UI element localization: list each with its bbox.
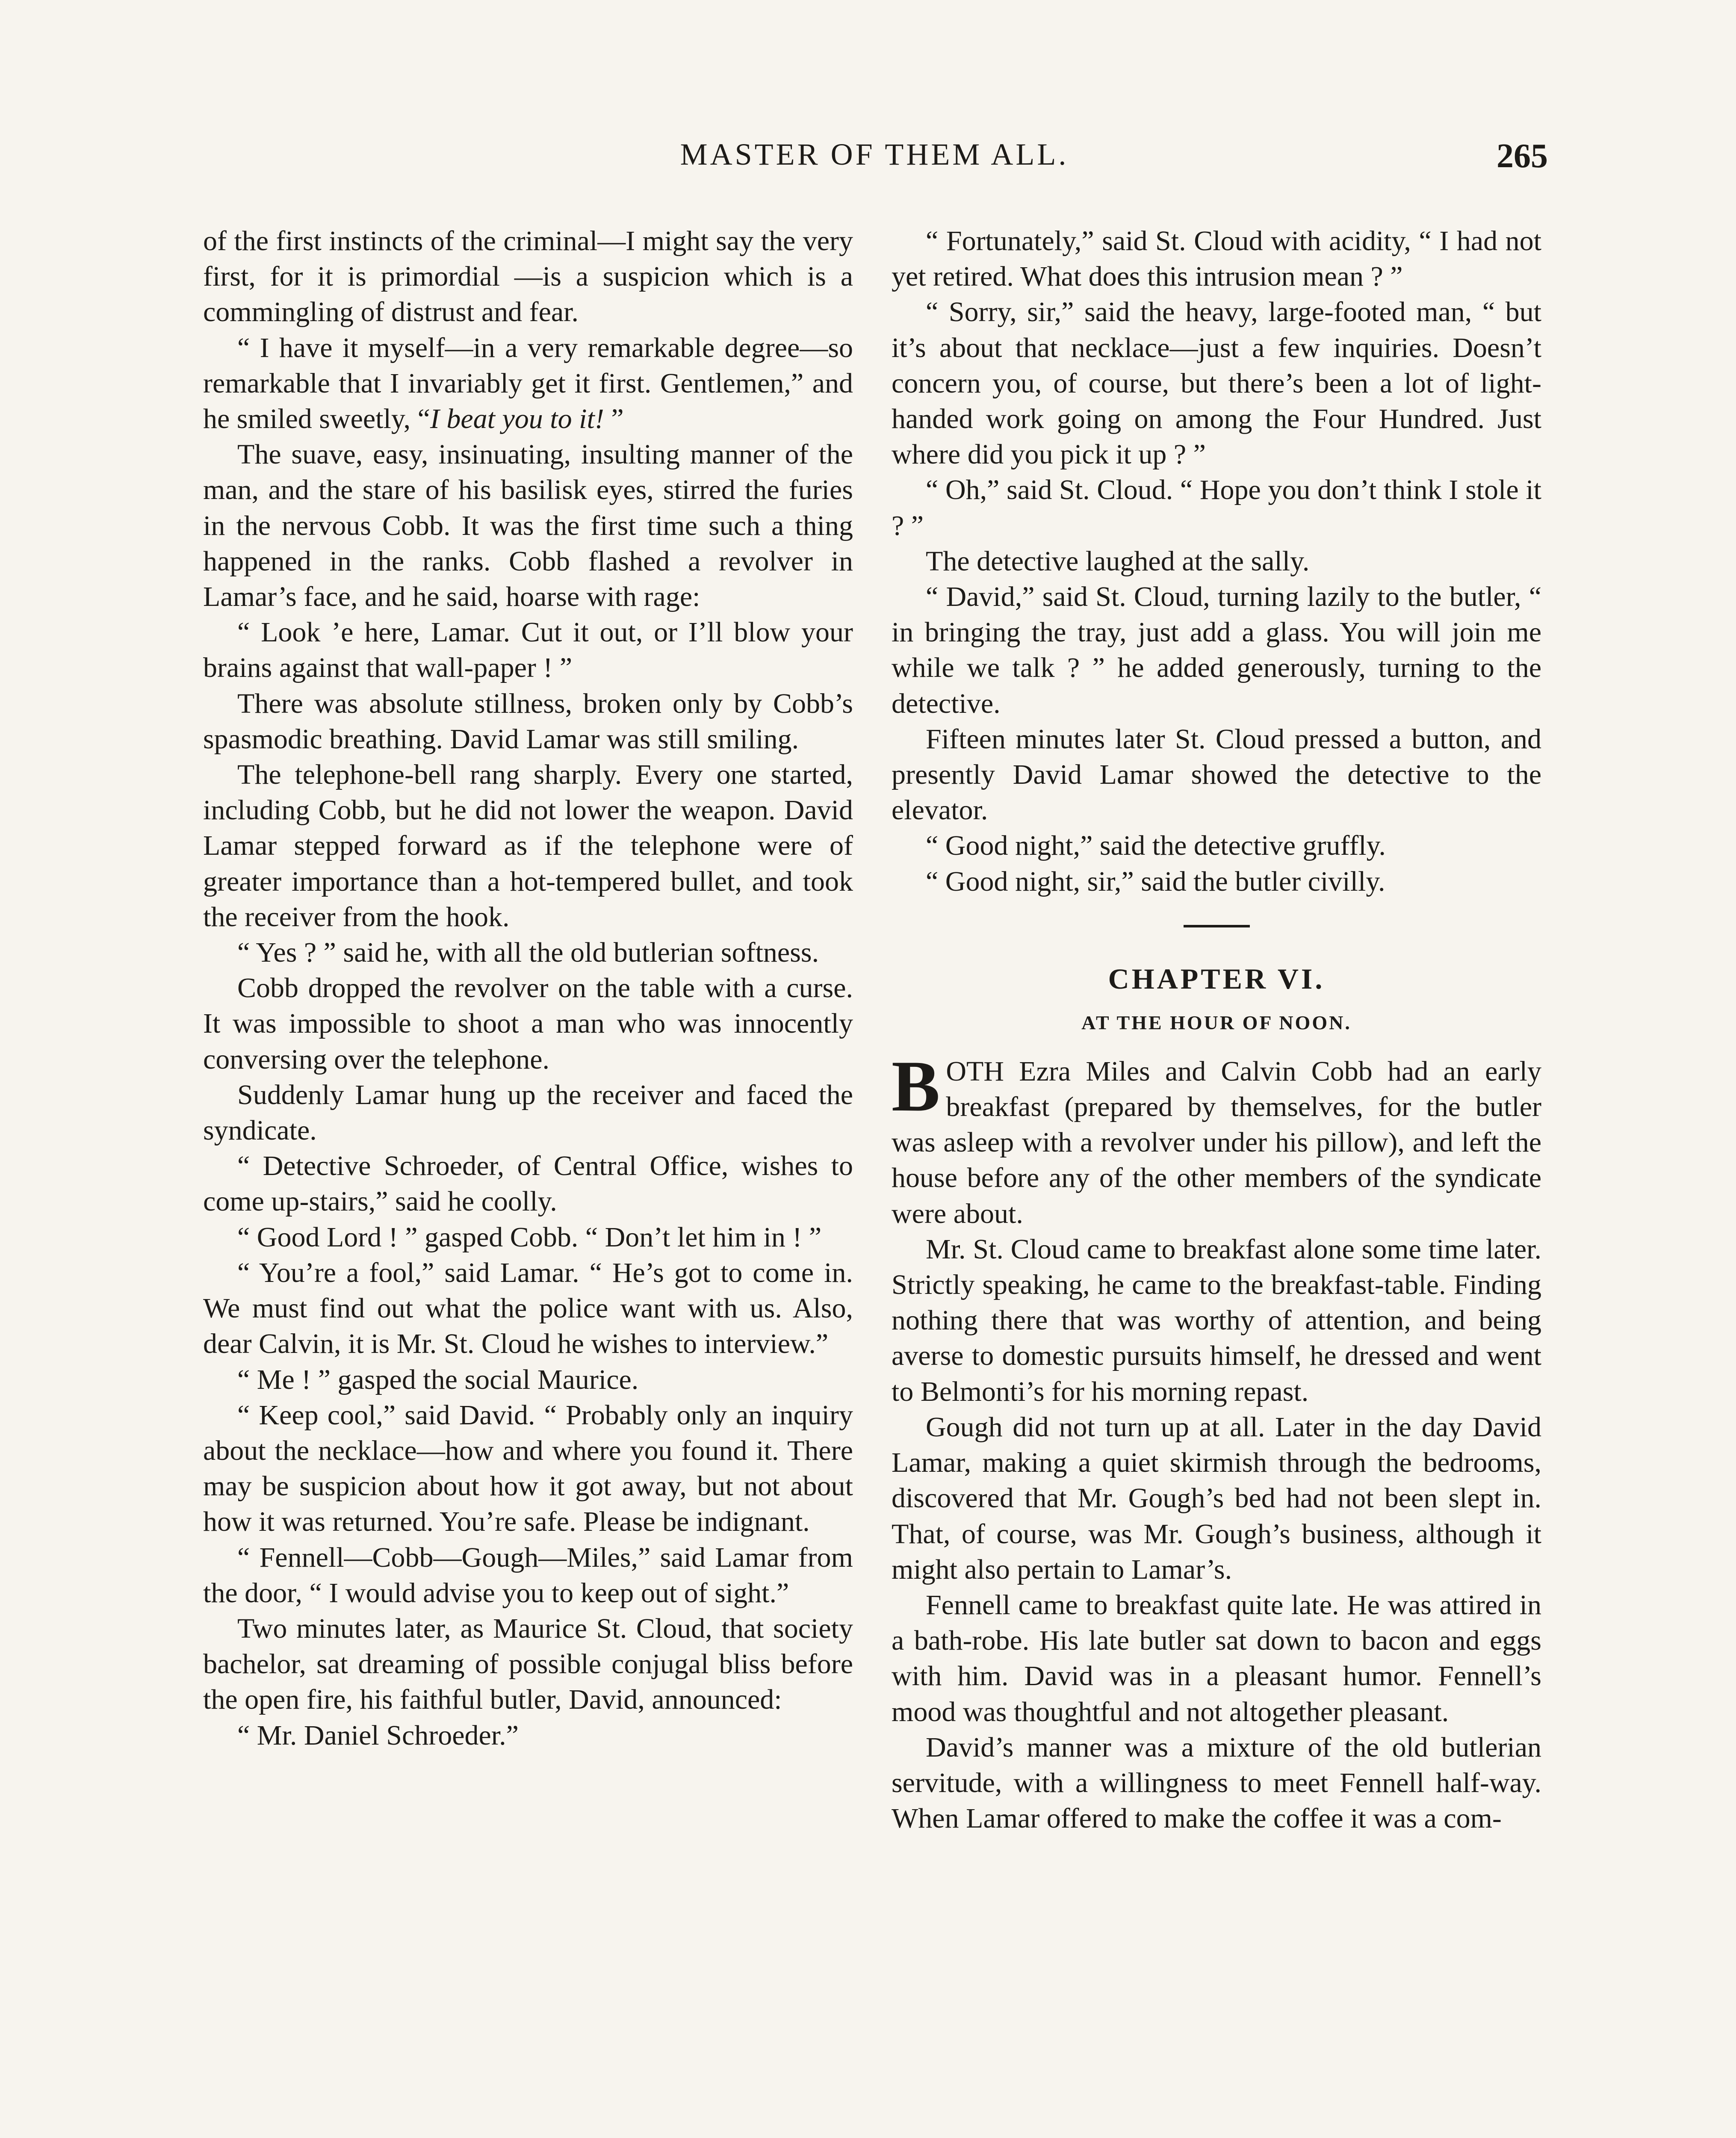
paragraph: The telephone-bell rang sharply. Every one started, including Cobb, but he did not lower the weapon. David Lamar stepped forward as if the telephone were of greater importance than a hot-tempered bullet, and took the receiver from the hook. xyxy=(203,759,853,933)
paragraph: “ Yes ? ” said he, with all the old butlerian softness. xyxy=(237,937,819,969)
paragraph-text: “ I have it myself—in a very remarkable degree—so remarkable that I invariably get it first. Gentlemen,” and he smiled sweetly, “ xyxy=(203,332,853,435)
running-head: MASTER OF THEM ALL. xyxy=(680,137,1069,171)
section-divider xyxy=(1184,925,1250,927)
paragraph: “ Good night, sir,” said the butler civilly. xyxy=(926,865,1385,897)
paragraph: “ Me ! ” gasped the social Maurice. xyxy=(237,1364,639,1395)
closing-quote: ” xyxy=(604,403,624,435)
paragraph: “ Oh,” said St. Cloud. “ Hope you don’t think I stole it ? ” xyxy=(892,474,1541,541)
paragraph: “ You’re a fool,” said Lamar. “ He’s got to come in. We must find out what the police want with us. Also, dear Calvin, it is Mr. St. Cloud he wishes to interview.” xyxy=(203,1257,853,1360)
opening-text: OTH Ezra Miles and Calvin Cobb had an early breakfast (prepared by themselves, for the butler was asleep with a revolver under his pillow), and left the house before any of the other members of the syndicate were about. xyxy=(892,1055,1541,1229)
chapter-subtitle: AT THE HOUR OF NOON. xyxy=(1081,1011,1352,1034)
paragraph: “ Detective Schroeder, of Central Office, wishes to come up-stairs,” said he coolly. xyxy=(203,1150,853,1217)
paragraph: “ Mr. Daniel Schroeder.” xyxy=(237,1719,519,1751)
paragraph: “ Look ’e here, Lamar. Cut it out, or I’ll blow your brains against that wall-paper ! ” xyxy=(203,617,853,684)
paragraph: “ David,” said St. Cloud, turning lazily to the butler, “ in bringing the tray, just add a glass. You will join me while we talk ? ” he added generously, turning to the detective. xyxy=(892,581,1541,719)
paragraph: The detective laughed at the sally. xyxy=(926,545,1310,577)
paragraph: Fennell came to breakfast quite late. He was attired in a bath-robe. His late butler sat down to bacon and eggs with him. David was in a pleasant humor. Fennell’s mood was thoughtful and not altogether pleasant. xyxy=(892,1589,1541,1728)
paragraph: “ Fortunately,” said St. Cloud with acidity, “ I had not yet retired. What does this intrusion mean ? ” xyxy=(892,225,1541,292)
paragraph: “ Good Lord ! ” gasped Cobb. “ Don’t let him in ! ” xyxy=(237,1221,822,1253)
chapter-title: CHAPTER VI. xyxy=(1108,962,1325,995)
paragraph: of the first instincts of the criminal—I might say the very first, for it is primordial —is a suspicion which is a commingling of distrust and fear. xyxy=(203,225,853,328)
paragraph: Fifteen minutes later St. Cloud pressed a button, and presently David Lamar showed the detective to the elevator. xyxy=(892,723,1541,826)
paragraph: “ Sorry, sir,” said the heavy, large-footed man, “ but it’s about that necklace—just a few inquiries. Doesn’t concern you, of course, but there’s been a lot of light-handed work going on among the Four Hundred. Just where did you pick it up ? ” xyxy=(892,296,1541,470)
drop-cap: B xyxy=(892,1045,940,1126)
paragraph: There was absolute stillness, broken only by Cobb’s spasmodic breathing. David Lamar was still smiling. xyxy=(203,688,853,755)
italic-phrase: I beat you to it! xyxy=(430,403,604,435)
paragraph: “ Keep cool,” said David. “ Probably only an inquiry about the necklace—how and where you found it. There may be suspicion about how it got away, but not about how it was returned. You’re safe. Please be indignant. xyxy=(203,1399,853,1538)
paragraph xyxy=(203,330,853,437)
paragraph: Cobb dropped the revolver on the table with a curse. It was impossible to shoot a man who was innocently conversing over the telephone. xyxy=(203,972,853,1075)
paragraph: David’s manner was a mixture of the old butlerian servitude, with a willingness to meet Fennell half-way. When Lamar offered to make the coffee it was a com- xyxy=(892,1731,1541,1834)
left-column xyxy=(203,223,853,1753)
right-column xyxy=(892,223,1541,1836)
chapter-opening-paragraph xyxy=(892,1045,1541,1231)
paragraph: Suddenly Lamar hung up the receiver and faced the syndicate. xyxy=(203,1079,853,1146)
page-number: 265 xyxy=(1497,137,1548,175)
paragraph: Two minutes later, as Maurice St. Cloud, that society bachelor, sat dreaming of possible conjugal bliss before the open fire, his faithful butler, David, announced: xyxy=(203,1612,853,1716)
paragraph: “ Fennell—Cobb—Gough—Miles,” said Lamar from the door, “ I would advise you to keep out of sight.” xyxy=(203,1541,853,1609)
paragraph: “ Good night,” said the detective gruffly. xyxy=(926,830,1386,862)
paragraph: Mr. St. Cloud came to breakfast alone some time later. Strictly speaking, he came to the breakfast-table. Finding nothing there that was worthy of attention, and being averse to domestic pursuits himself, he dressed and went to Belmonti’s for his morning repast. xyxy=(892,1233,1541,1407)
page-header xyxy=(201,137,1548,192)
paragraph: Gough did not turn up at all. Later in the day David Lamar, making a quiet skirmish through the bedrooms, discovered that Mr. Gough’s bed had not been slept in. That, of course, was Mr. Gough’s business, although it might also pertain to Lamar’s. xyxy=(892,1411,1541,1585)
paragraph: The suave, easy, insinuating, insulting manner of the man, and the stare of his basilisk eyes, stirred the furies in the nervous Cobb. It was the first time such a thing happened in the ranks. Cobb flashed a revolver in Lamar’s face, and he said, hoarse with rage: xyxy=(203,439,853,613)
